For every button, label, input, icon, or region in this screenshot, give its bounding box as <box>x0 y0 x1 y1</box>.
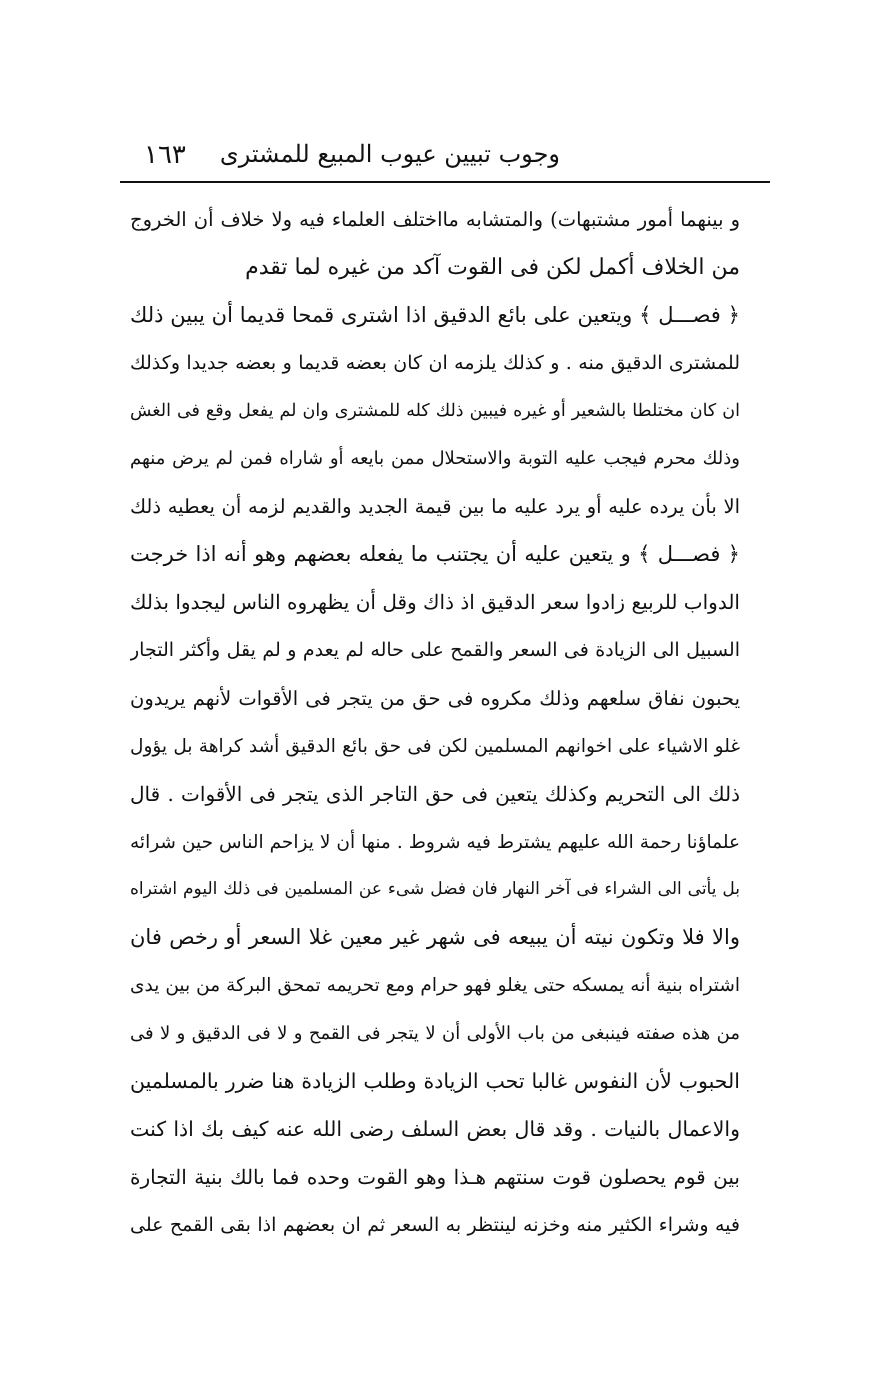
text-line: و بينهما أمور مشتبهات) والمتشابه مااختلف العلماء فيه ولا خلاف أن الخروج <box>130 208 740 231</box>
section-heading-line: ﴿ فصـــل ﴾ ويتعين على بائع الدقيق اذا اشترى قمحا قديما أن يبين ذلك <box>130 302 740 327</box>
text-line: بين قوم يحصلون قوت سنتهم هـذا وهو القوت وحده فما بالك بنية التجارة <box>130 1164 740 1189</box>
header-rule <box>120 181 770 183</box>
text-line: فيه وشراء الكثير منه وخزنه لينتظر به السعر ثم ان بعضهم اذا بقى القمح على <box>130 1213 740 1236</box>
text-line: غلو الاشياء على اخوانهم المسلمين لكن فى حق بائع الدقيق أشد كراهة بل يؤول <box>130 735 740 757</box>
text-line: والا فلا وتكون نيته أن يبيعه فى شهر غير معين غلا السعر أو رخص فان <box>130 925 740 950</box>
body-text <box>130 196 740 1250</box>
text-line: ذلك الى التحريم وكذلك يتعين فى حق التاجر الذى يتجر فى الأقوات . قال <box>130 781 740 806</box>
text-line: من الخلاف أكمل لكن فى القوت آكد من غيره لما تقدم <box>245 254 740 280</box>
text-line: بل يأتى الى الشراء فى آخر النهار فان فضل شىء عن المسلمين فى ذلك اليوم اشتراه <box>130 879 740 900</box>
text-line: وذلك محرم فيجب عليه التوبة والاستحلال ممن بايعه أو شاراه فمن لم يرض منهم <box>130 448 740 470</box>
text-line: اشتراه بنية أنه يمسكه حتى يغلو فهو حرام ومع تحريمه تمحق البركة من بين يدى <box>130 975 740 997</box>
text-line: السبيل الى الزيادة فى السعر والقمح على حاله لم يعدم و لم يقل وأكثر التجار <box>130 639 740 662</box>
text-line: ان كان مختلطا بالشعير أو غيره فيبين ذلك كله للمشترى وان لم يفعل وقع فى الغش <box>130 400 740 421</box>
text-line: الا بأن يرده عليه أو يرد عليه ما بين قيمة الجديد والقديم لزمه أن يعطيه ذلك <box>130 495 740 519</box>
running-head <box>120 138 770 182</box>
text-line: الحبوب لأن النفوس غالبا تحب الزيادة وطلب الزيادة هنا ضرر بالمسلمين <box>130 1069 740 1094</box>
text-line: للمشترى الدقيق منه . و كذلك يلزمه ان كان بعضه قديما و بعضه جديدا وكذلك <box>130 351 740 374</box>
text-line: والاعمال بالنيات . وقد قال بعض السلف رضى الله عنه كيف بك اذا كنت <box>130 1116 740 1141</box>
text-line: الدواب للربيع زادوا سعر الدقيق اذ ذاك وقل أن يظهروه الناس ليجدوا بذلك <box>130 590 740 615</box>
running-title: وجوب تبيين عيوب المبيع للمشترى <box>219 140 560 168</box>
text-line: من هذه صفته فينبغى من باب الأولى أن لا يتجر فى القمح و لا فى الدقيق و لا فى <box>130 1023 740 1045</box>
section-heading-line: ﴿ فصـــل ﴾ و يتعين عليه أن يجتنب ما يفعله بعضهم وهو أنه اذا خرجت <box>130 542 740 567</box>
page-number: ١٦٣ <box>144 140 186 170</box>
text-line: علماؤنا رحمة الله عليهم يشترط فيه شروط . منها أن لا يزاحم الناس حين شرائه <box>130 831 740 853</box>
text-line: يحبون نفاق سلعهم وذلك مكروه فى حق من يتجر فى الأقوات لأنهم يريدون <box>130 686 740 710</box>
